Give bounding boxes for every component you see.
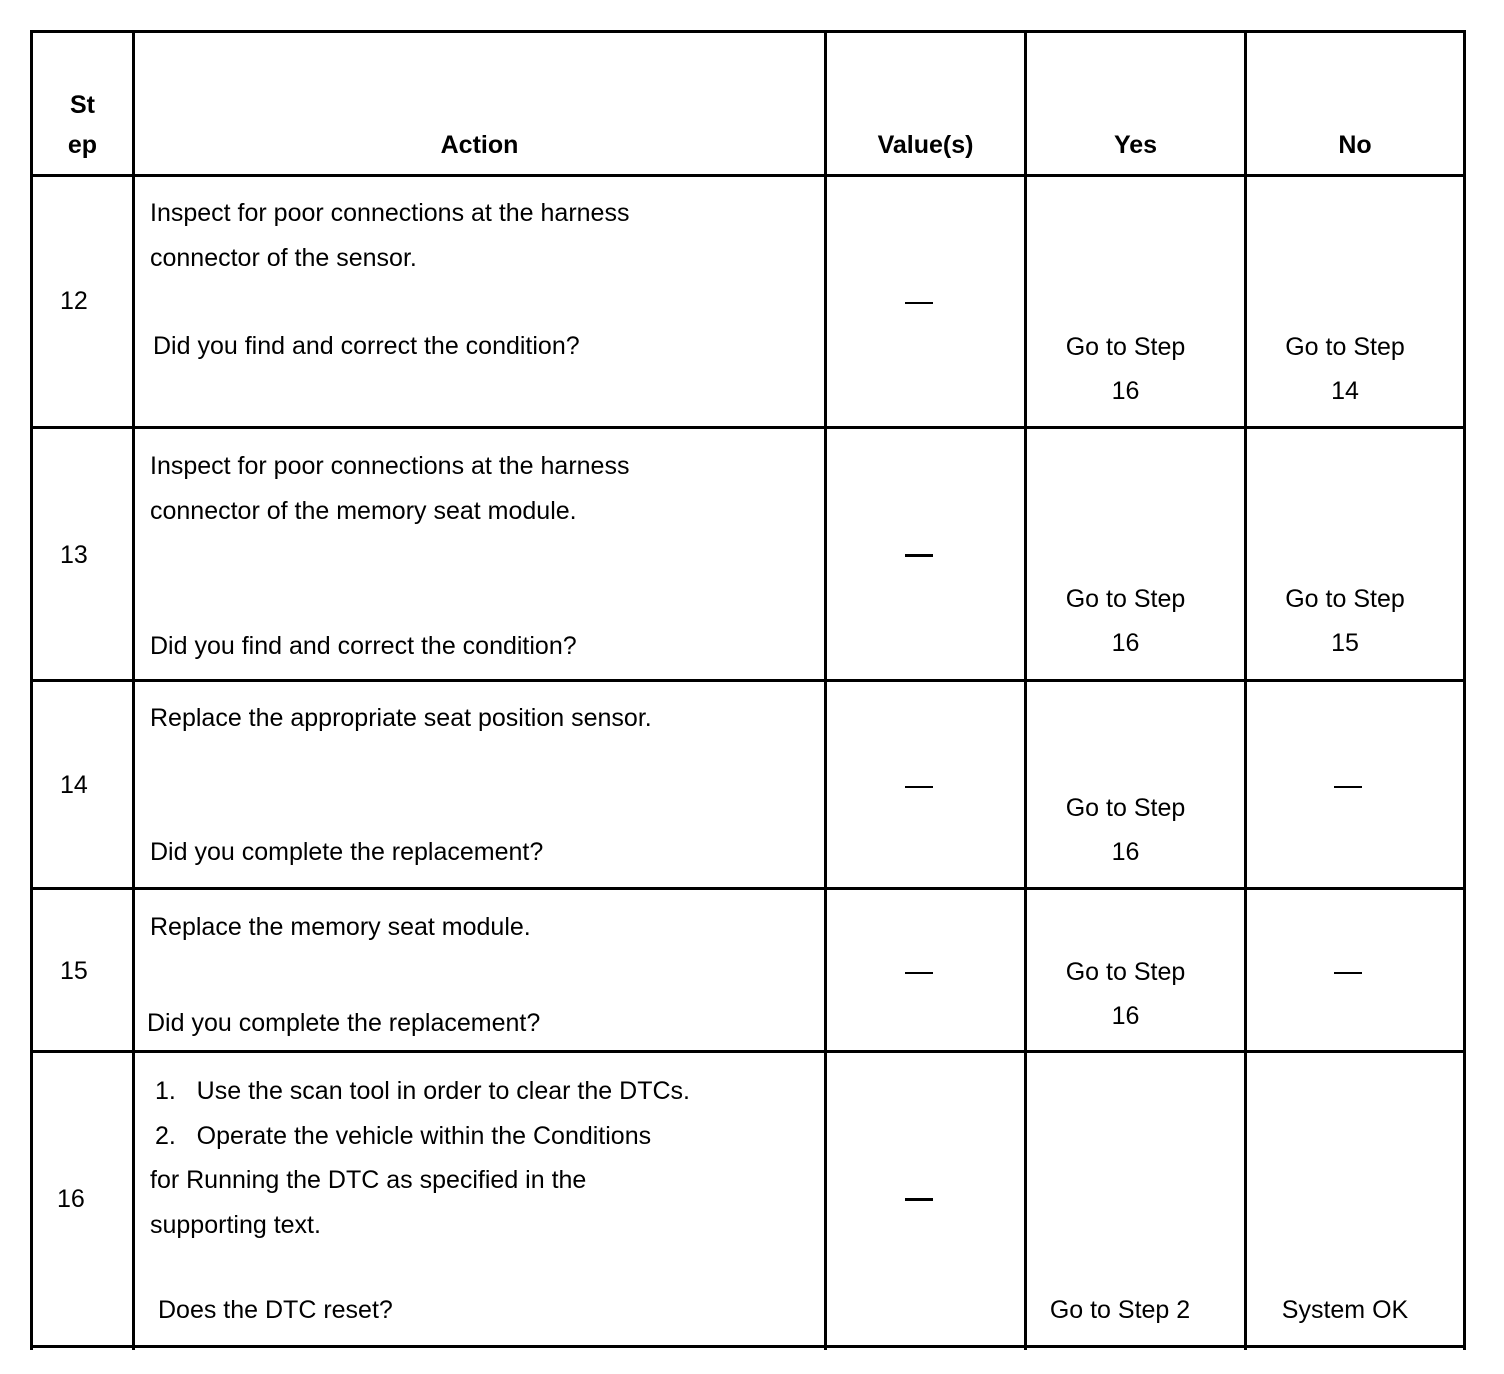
action-text: Replace the appropriate seat position sensor. [150, 704, 652, 732]
no-dash [1334, 972, 1362, 974]
action-text: 2. Operate the vehicle within the Conditions [155, 1122, 652, 1150]
step-number: 12 [60, 287, 88, 315]
value-dash [905, 1198, 933, 1201]
yes-result: Go to Step 2 [1049, 1296, 1191, 1324]
yes-result: Go to Step [1065, 333, 1186, 361]
action-text: Inspect for poor connections at the harness [150, 199, 630, 227]
row-divider [30, 887, 1466, 890]
yes-result: Go to Step [1065, 794, 1186, 822]
yes-result: 16 [1111, 838, 1140, 866]
header-no: No [1338, 131, 1372, 159]
value-dash [905, 972, 933, 974]
header-yes: Yes [1113, 131, 1158, 159]
no-result: Go to Step [1285, 333, 1405, 361]
no-dash [1334, 786, 1362, 788]
header-step-line2: ep [67, 131, 98, 159]
step-number: 15 [60, 957, 88, 985]
value-dash [905, 786, 933, 788]
column-divider [1024, 30, 1027, 1350]
value-dash [905, 554, 933, 557]
table-border-top [30, 30, 1466, 33]
yes-result: 16 [1111, 629, 1140, 657]
action-text: for Running the DTC as specified in the [150, 1166, 587, 1194]
action-text: Replace the memory seat module. [150, 913, 531, 941]
no-result: Go to Step [1285, 585, 1405, 613]
no-result: 14 [1331, 377, 1359, 405]
row-divider [30, 426, 1466, 429]
no-result: 15 [1331, 629, 1359, 657]
action-text: supporting text. [150, 1211, 321, 1239]
action-text: Inspect for poor connections at the harness [150, 452, 630, 480]
row-divider [30, 1050, 1466, 1053]
no-result: System OK [1281, 1296, 1409, 1324]
action-question: Does the DTC reset? [158, 1296, 393, 1324]
header-values: Value(s) [877, 131, 974, 159]
yes-result: 16 [1111, 377, 1140, 405]
step-number: 16 [57, 1185, 85, 1213]
step-number: 13 [60, 541, 88, 569]
row-divider [30, 679, 1466, 682]
table-border-bottom [30, 1345, 1466, 1348]
action-text: connector of the sensor. [150, 244, 417, 272]
table-border-right [1463, 30, 1466, 1350]
action-question: Did you find and correct the condition? [153, 332, 580, 360]
action-text: 1. Use the scan tool in order to clear the DTCs. [155, 1077, 690, 1105]
action-text: connector of the memory seat module. [150, 497, 577, 525]
column-divider [824, 30, 827, 1350]
action-question: Did you complete the replacement? [147, 1009, 541, 1037]
yes-result: 16 [1111, 1002, 1140, 1030]
header-step-line1: St [70, 91, 95, 119]
header-divider [30, 174, 1466, 177]
yes-result: Go to Step [1065, 958, 1186, 986]
table-border-left [30, 30, 33, 1350]
action-question: Did you complete the replacement? [150, 838, 544, 866]
header-action: Action [440, 131, 519, 159]
action-question: Did you find and correct the condition? [150, 632, 577, 660]
column-divider [132, 30, 135, 1350]
value-dash [905, 302, 933, 304]
column-divider [1244, 30, 1247, 1350]
step-number: 14 [60, 771, 88, 799]
yes-result: Go to Step [1065, 585, 1186, 613]
